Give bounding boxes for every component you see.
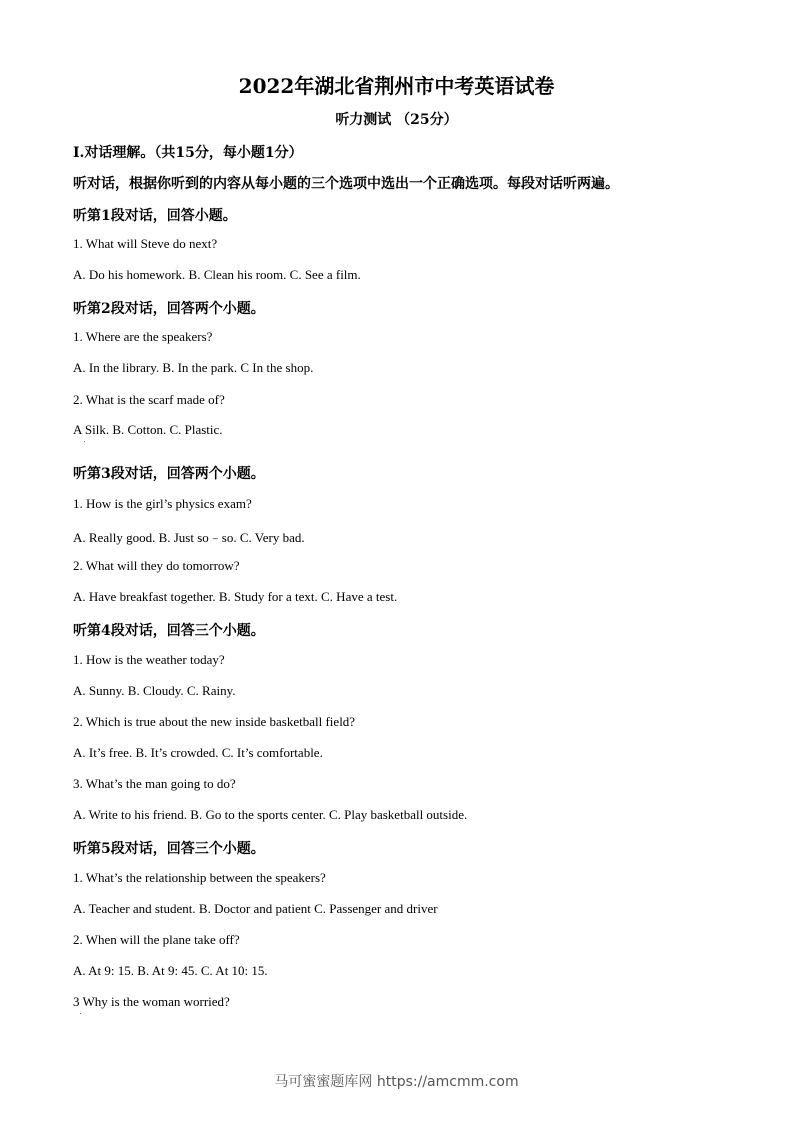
section-heading: Ⅰ.对话理解。（共15分，每小题1分）	[73, 145, 303, 161]
dialogue-5-question-3: 3 Why is the woman worried?	[73, 994, 230, 1009]
dialogue-4-options-3: A. Write to his friend. B. Go to the sports center. C. Play basketball outside.	[73, 807, 468, 822]
instruction-text: 听对话，根据你听到的内容从每小题的三个选项中选出一个正确选项。每段对话听两遍。	[73, 176, 619, 192]
stray-dot	[84, 441, 85, 442]
dialogue-2-options-2: A Silk. B. Cotton. C. Plastic.	[73, 422, 223, 437]
dialogue-5-heading: 听第5段对话，回答三个小题。	[73, 841, 265, 857]
dialogue-3-options-1: A. Really good. B. Just so﹣so. C. Very bad.	[73, 530, 305, 545]
dialogue-2-heading: 听第2段对话，回答两个小题。	[73, 301, 265, 317]
watermark-footer: 马可蜜蜜题库网 https://amcmm.com	[274, 1074, 519, 1090]
dialogue-5-question-1: 1. What’s the relationship between the speakers?	[73, 870, 326, 885]
dialogue-1-question-1: 1. What will Steve do next?	[73, 236, 218, 251]
dialogue-5-options-2: A. At 9: 15. B. At 9: 45. C. At 10: 15.	[73, 963, 268, 978]
dialogue-3-question-1: 1. How is the girl’s physics exam?	[73, 496, 252, 511]
dialogue-2-question-1: 1. Where are the speakers?	[73, 329, 213, 344]
dialogue-5-options-1: A. Teacher and student. B. Doctor and patient C. Passenger and driver	[73, 901, 438, 916]
dialogue-4-question-3: 3. What’s the man going to do?	[73, 776, 236, 791]
dialogue-2-question-2: 2. What is the scarf made of?	[73, 392, 225, 407]
dialogue-1-options-1: A. Do his homework. B. Clean his room. C. See a film.	[73, 267, 361, 282]
dialogue-1-heading: 听第1段对话，回答小题。	[73, 208, 237, 224]
dialogue-4-question-1: 1. How is the weather today?	[73, 652, 225, 667]
stray-dot	[80, 1013, 81, 1014]
dialogue-3-heading: 听第3段对话，回答两个小题。	[73, 466, 265, 482]
dialogue-4-options-2: A. It’s free. B. It’s crowded. C. It’s comfortable.	[73, 745, 323, 760]
dialogue-3-question-2: 2. What will they do tomorrow?	[73, 558, 240, 573]
dialogue-3-options-2: A. Have breakfast together. B. Study for a text. C. Have a test.	[73, 589, 398, 604]
page-subtitle: 听力测试 （25分）	[335, 112, 458, 128]
dialogue-4-question-2: 2. Which is true about the new inside basketball field?	[73, 714, 356, 729]
dialogue-5-question-2: 2. When will the plane take off?	[73, 932, 240, 947]
dialogue-4-options-1: A. Sunny. B. Cloudy. C. Rainy.	[73, 683, 236, 698]
dialogue-4-heading: 听第4段对话，回答三个小题。	[73, 623, 265, 639]
page-title: 2022年湖北省荆州市中考英语试卷	[238, 74, 555, 98]
dialogue-2-options-1: A. In the library. B. In the park. C In the shop.	[73, 360, 314, 375]
